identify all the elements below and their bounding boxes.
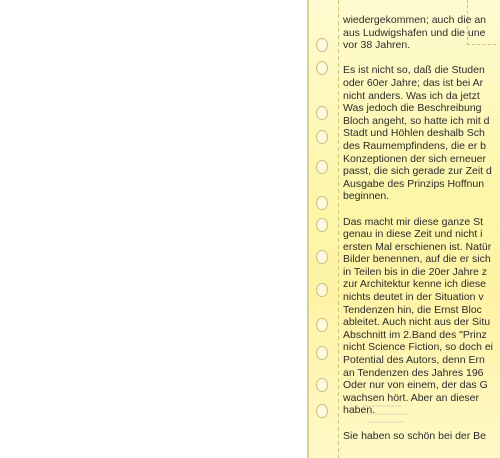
text-line: Es ist nicht so, daß die Studen — [343, 64, 485, 77]
text-line: nichts deutet in der Situation v — [343, 291, 484, 304]
text-line: Stadt und Höhlen deshalb Sch — [343, 127, 485, 140]
text-line: haben. — [343, 404, 376, 417]
text-line: Bloch angeht, so hatte ich mit d — [343, 114, 490, 127]
text-line: wachsen hört. Aber an dieser — [343, 391, 479, 404]
text-line: in Teilen bis in die 20er Jahre z — [343, 265, 487, 278]
punch-hole — [316, 61, 328, 75]
paragraph-1 — [343, 14, 500, 52]
punch-hole — [316, 106, 328, 120]
text-line: passt, die sich gerade zur Zeit d — [343, 165, 492, 178]
text-line: an Tendenzen des Jahres 196 — [343, 366, 484, 379]
letter-body — [343, 14, 500, 455]
punch-hole — [316, 160, 328, 174]
text-line: Sie haben so schön bei der Be — [343, 429, 487, 442]
punch-hole — [316, 283, 328, 297]
text-line: Potential des Autors, denn Ern — [343, 354, 485, 367]
text-line: Was jedoch die Beschreibung — [343, 102, 482, 115]
text-line: genau in diese Zeit und nicht i — [343, 228, 483, 241]
text-line: beginnen. — [343, 190, 390, 203]
text-line: Tendenzen hin, die Ernst Bloc — [343, 303, 482, 316]
text-line: des Raumempfindens, die er b — [343, 139, 486, 152]
paragraph-4 — [343, 430, 500, 443]
text-line: Das macht mir diese ganze St — [343, 215, 484, 228]
punch-hole — [316, 196, 328, 210]
paragraph-2 — [343, 64, 500, 203]
text-line: Bilder benennen, auf die er sich — [343, 253, 491, 266]
text-line: aus Ludwigshafen und die une — [343, 26, 486, 39]
text-line: zur Architektur kenne ich diese — [343, 278, 486, 291]
paper-page — [307, 0, 500, 458]
text-line: Oder nur von einem, der das G — [343, 379, 488, 392]
punch-hole — [316, 218, 328, 232]
punch-hole — [316, 378, 328, 392]
text-line: Konzeptionen der sich erneuer — [343, 152, 487, 165]
punch-hole — [316, 38, 328, 52]
punch-hole — [316, 130, 328, 144]
text-line: Abschnitt im 2.Band des "Prinz — [343, 328, 487, 341]
paragraph-3 — [343, 216, 500, 418]
text-line: ableitet. Auch nicht aus der Situ — [343, 316, 491, 329]
text-line: vor 38 Jahren. — [343, 39, 411, 52]
punch-hole — [316, 346, 328, 360]
perforation-line — [338, 0, 339, 458]
text-line: wiedergekommen; auch die an — [343, 14, 487, 26]
text-line: ersten Mal erschienen ist. Natür — [343, 240, 492, 253]
punch-hole — [316, 250, 328, 264]
text-line: Ausgabe des Prinzips Hoffnun — [343, 177, 485, 190]
punch-hole — [316, 318, 328, 332]
text-line: nicht Science Fiction, so doch ei — [343, 341, 493, 354]
text-line: nicht anders. Was ich da jetzt — [343, 89, 480, 102]
text-line: oder 60er Jahre; das ist bei Ar — [343, 76, 484, 89]
punch-hole — [316, 404, 328, 418]
